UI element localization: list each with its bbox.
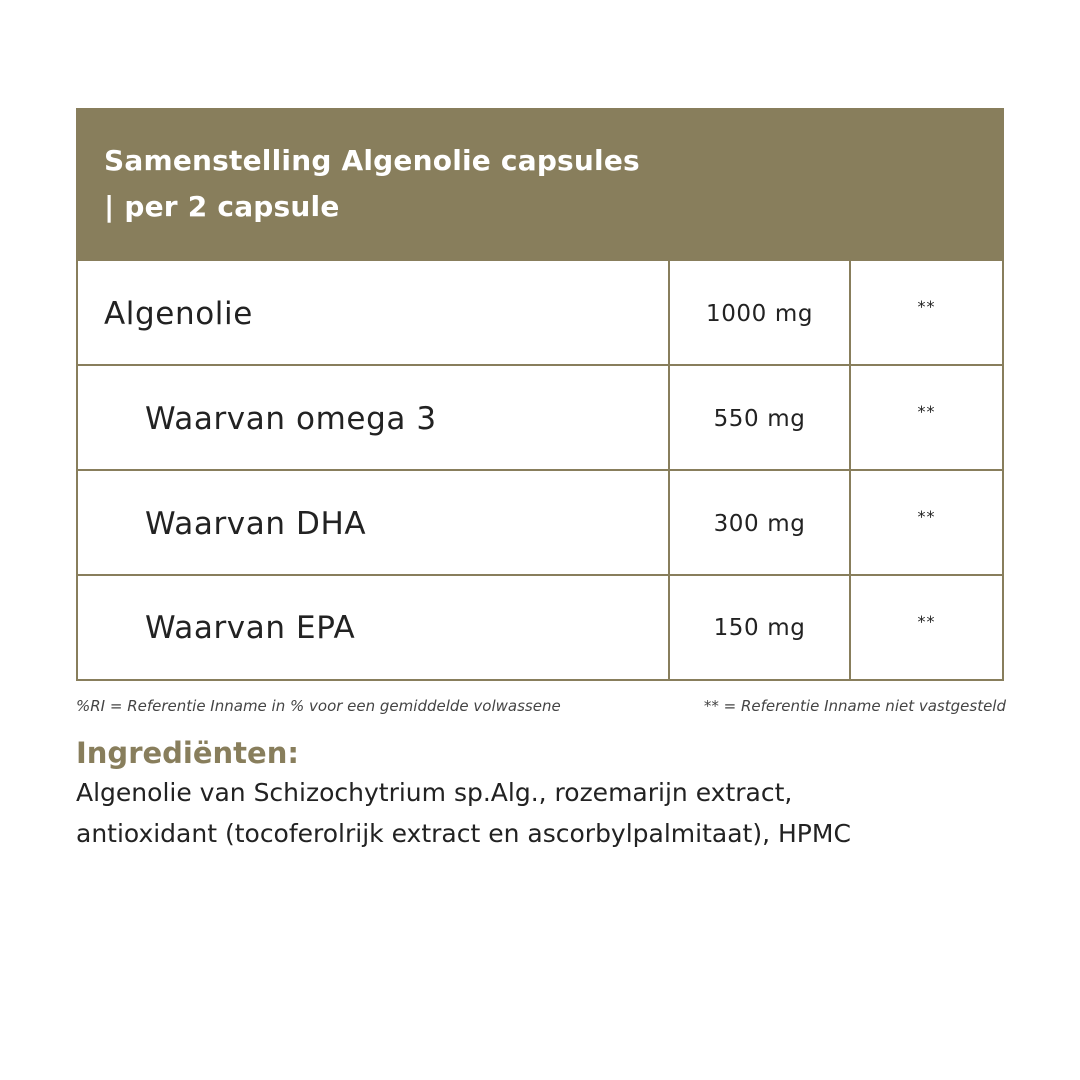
nutrient-ri: ** [849, 366, 1002, 471]
nutrient-ri: ** [849, 576, 1002, 679]
table-row [78, 364, 1002, 471]
table-header [76, 108, 1004, 261]
footnotes [76, 697, 1006, 717]
table-row [78, 469, 1002, 576]
table-row [78, 574, 1002, 679]
footnote-ri: %RI = Referentie Inname in % voor een gemiddelde volwassene [76, 697, 561, 715]
ingredients-text: Algenolie van Schizochytrium sp.Alg., rozemarijn extract, antioxidant (tocoferolrijk extract en ascorbylpalmitaat), HPMC [76, 778, 851, 848]
nutrient-ri: ** [849, 261, 1002, 366]
nutrient-amount: 1000 mg [668, 261, 849, 366]
table-row [78, 261, 1002, 366]
nutrient-name: Waarvan DHA [145, 505, 367, 542]
nutrient-ri: ** [849, 471, 1002, 576]
nutrient-amount: 550 mg [668, 366, 849, 471]
nutrient-name: Waarvan EPA [145, 609, 356, 646]
composition-table [76, 108, 1004, 681]
nutrient-amount: 300 mg [668, 471, 849, 576]
nutrient-name: Algenolie [104, 295, 253, 332]
table-title: Samenstelling Algenolie capsules | per 2 capsule [104, 144, 640, 223]
nutrient-name: Waarvan omega 3 [145, 400, 437, 437]
table-body [76, 261, 1004, 681]
footnote-not-set: ** = Referentie Inname niet vastgesteld [703, 697, 1006, 715]
nutrient-amount: 150 mg [668, 576, 849, 679]
ingredients-title: Ingrediënten: [76, 736, 299, 770]
